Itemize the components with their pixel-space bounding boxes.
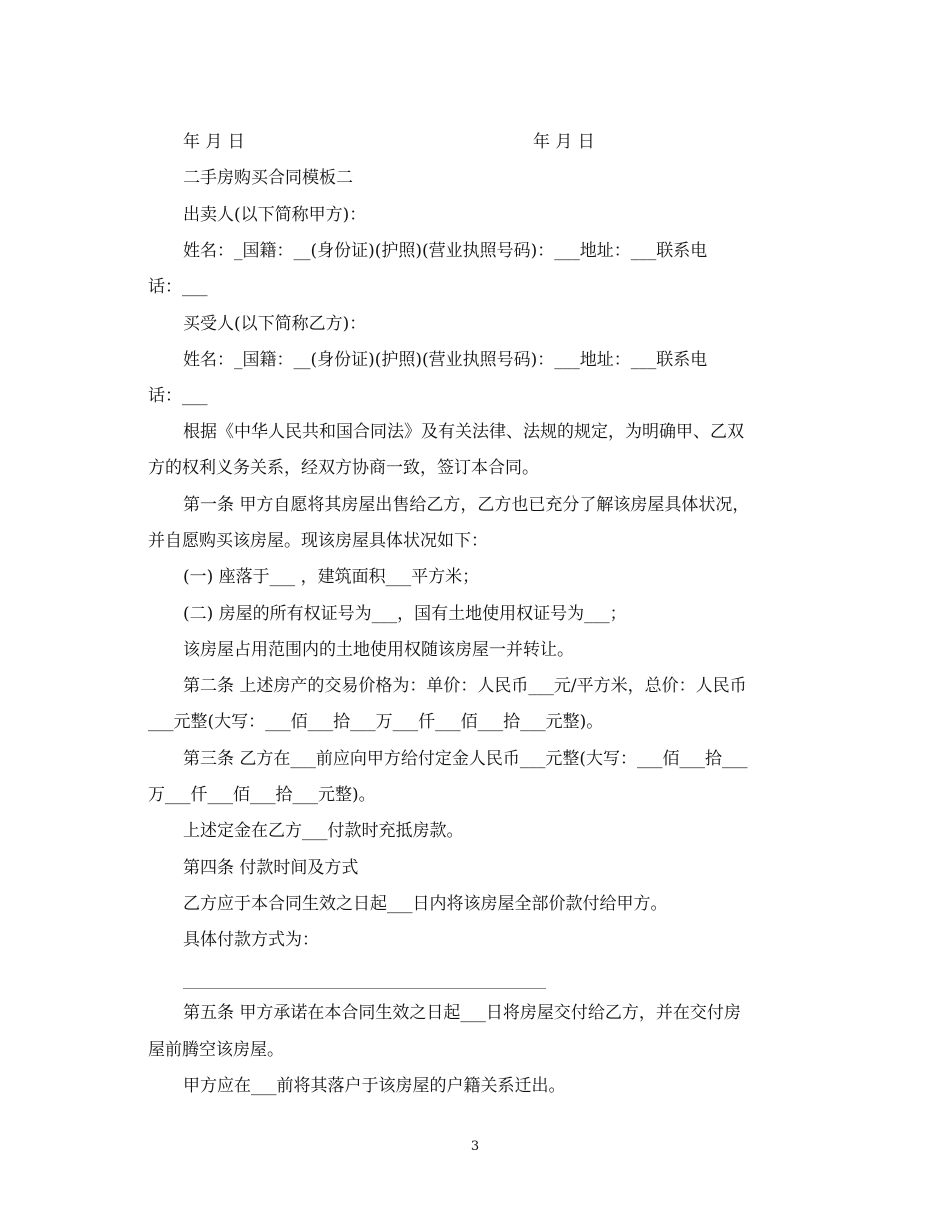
article3-line1: 第三条 乙方在___前应向甲方给付定金人民币___元整(大写：___佰___拾___: [183, 749, 748, 769]
buyer-info-line1: 姓名：_国籍：__(身份证)(护照)(营业执照号码)：___地址：___联系电: [183, 350, 708, 370]
blank-fill-line: [183, 988, 546, 989]
article3-deposit: 上述定金在乙方___付款时充抵房款。: [183, 821, 464, 841]
article4-heading: 第四条 付款时间及方式: [183, 858, 359, 878]
buyer-info-line2: 话：___: [148, 386, 208, 406]
article4-line1: 乙方应于本合同生效之日起___日内将该房屋全部价款付给甲方。: [183, 894, 668, 914]
article3-line2: 万___仟___佰___拾___元整)。: [148, 785, 376, 805]
page-number: 3: [470, 1139, 480, 1154]
preamble-line2: 方的权利义务关系，经双方协商一致，签订本合同。: [148, 458, 539, 478]
seller-info-line2: 话：___: [148, 277, 208, 297]
article1-item1: (一) 座落于___ ，建筑面积___平方米；: [183, 567, 480, 587]
article2-line1: 第二条 上述房产的交易价格为：单价：人民币___元/平方米，总价：人民币: [183, 676, 747, 696]
date-right: 年 月 日: [533, 132, 595, 152]
article1-land-transfer: 该房屋占用范围内的土地使用权随该房屋一并转让。: [183, 640, 574, 660]
article5-line1: 第五条 甲方承诺在本合同生效之日起___日将房屋交付给乙方，并在交付房: [183, 1003, 741, 1023]
preamble-line1: 根据《中华人民共和国合同法》及有关法律、法规的规定，为明确甲、乙双: [183, 422, 744, 442]
date-left: 年 月 日: [183, 132, 245, 152]
article1-line1: 第一条 甲方自愿将其房屋出售给乙方，乙方也已充分了解该房屋具体状况，: [183, 495, 750, 515]
buyer-heading: 买受人(以下简称乙方)：: [183, 314, 367, 334]
article2-line2: ___元整(大写：___佰___拾___万___仟___佰___拾___元整)。: [148, 712, 604, 732]
contract-title: 二手房购买合同模板二: [183, 168, 353, 188]
article1-line2: 并自愿购买该房屋。现该房屋具体状况如下：: [148, 531, 488, 551]
seller-heading: 出卖人(以下简称甲方)：: [183, 205, 367, 225]
article1-item2: (二) 房屋的所有权证号为___，国有土地使用权证号为___；: [183, 604, 627, 624]
article4-payment-method: 具体付款方式为：: [183, 930, 319, 950]
article5-line2: 屋前腾空该房屋。: [148, 1040, 284, 1060]
seller-info-line1: 姓名：_国籍：__(身份证)(护照)(营业执照号码)：___地址：___联系电: [183, 241, 708, 261]
article5-hukou: 甲方应在___前将其落户于该房屋的户籍关系迁出。: [183, 1076, 566, 1096]
